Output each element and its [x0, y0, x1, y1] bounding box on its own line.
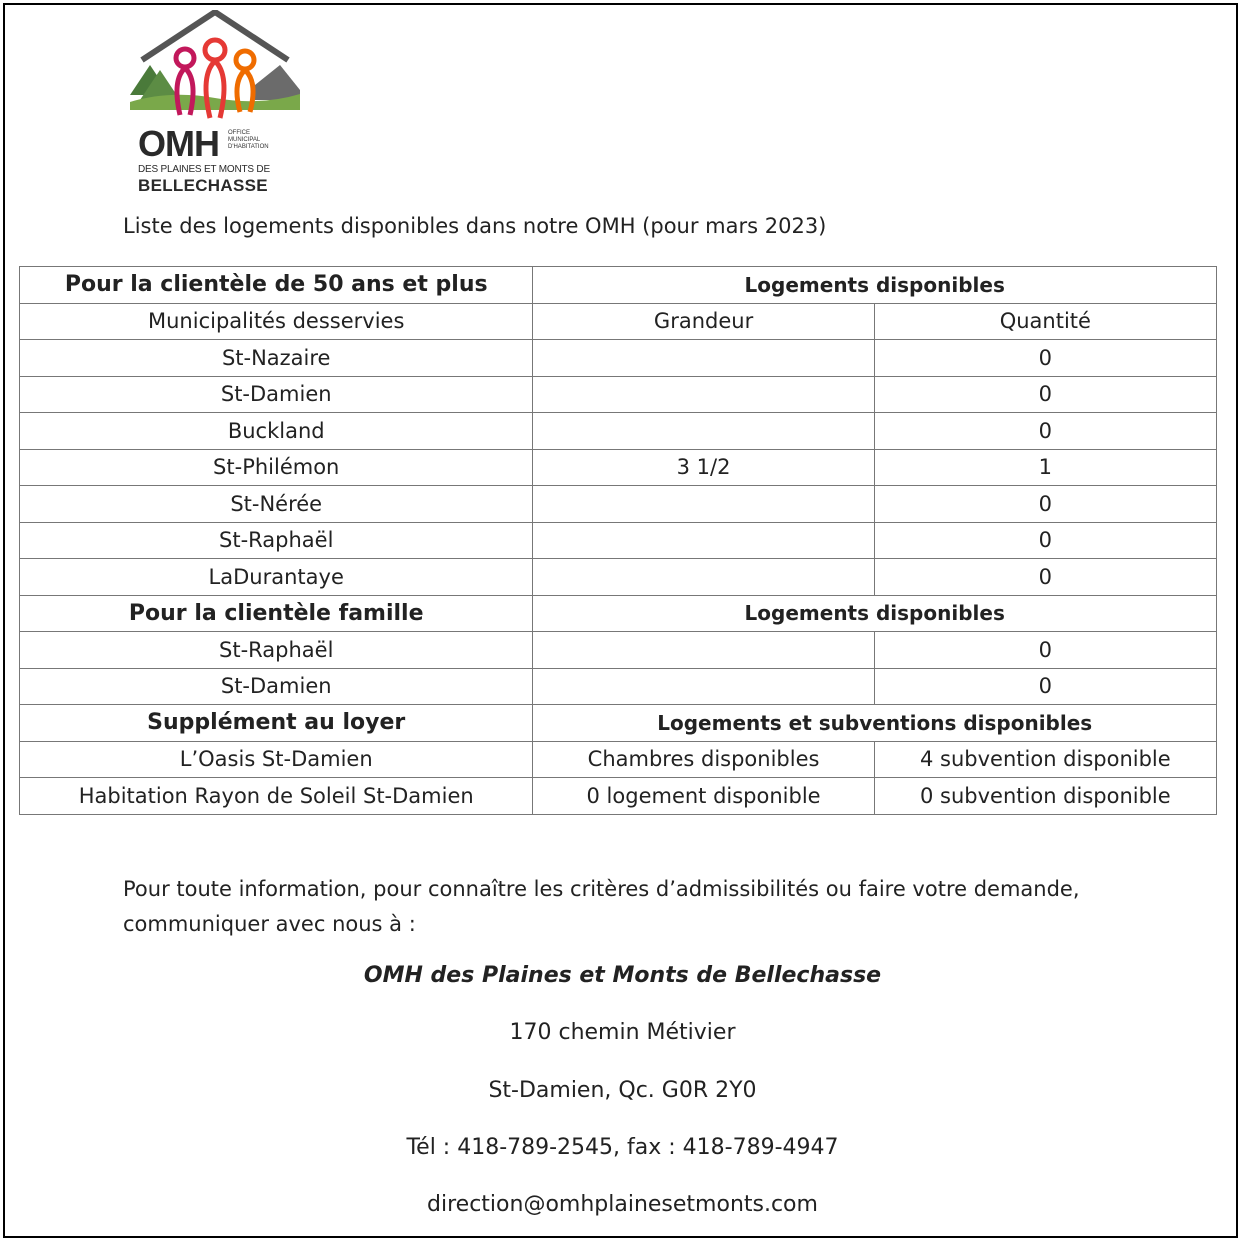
- section-title: Supplément au loyer: [20, 705, 533, 742]
- info-line: communiquer avec nous à :: [123, 912, 416, 936]
- size-cell: [533, 522, 874, 559]
- section-right-header: Logements disponibles: [533, 267, 1217, 304]
- table-row: [20, 376, 1217, 413]
- municipality-cell: L’Oasis St-Damien: [20, 741, 533, 778]
- table-row: [20, 741, 1217, 778]
- size-cell: [533, 340, 874, 377]
- quantity-cell: 0: [874, 668, 1216, 705]
- logo-name: BELLECHASSE: [138, 176, 268, 195]
- size-cell: [533, 413, 874, 450]
- house-family-logo-icon: [130, 10, 300, 125]
- section-header-row: [20, 267, 1217, 304]
- table-row: [20, 668, 1217, 705]
- municipality-cell: St-Nazaire: [20, 340, 533, 377]
- table-row: [20, 449, 1217, 486]
- municipality-cell: St-Philémon: [20, 449, 533, 486]
- email-link[interactable]: direction@omhplainesetmonts.com: [427, 1192, 818, 1217]
- table-row: [20, 522, 1217, 559]
- quantity-cell: 0: [874, 340, 1216, 377]
- municipality-cell: LaDurantaye: [20, 559, 533, 596]
- size-cell: [533, 559, 874, 596]
- organization-name: OMH des Plaines et Monts de Bellechasse: [363, 963, 882, 988]
- table-row: [20, 632, 1217, 669]
- section-header-row: [20, 595, 1217, 632]
- municipality-cell: Buckland: [20, 413, 533, 450]
- table-row: [20, 413, 1217, 450]
- quantity-cell: 0: [874, 522, 1216, 559]
- table-row: [20, 486, 1217, 523]
- size-cell: 3 1/2: [533, 449, 874, 486]
- quantity-cell: 0 subvention disponible: [874, 778, 1216, 815]
- info-paragraph: [123, 872, 1080, 942]
- municipality-cell: Habitation Rayon de Soleil St-Damien: [20, 778, 533, 815]
- column-header: Quantité: [874, 303, 1216, 340]
- section-right-header: Logements disponibles: [533, 595, 1217, 632]
- address: 170 chemin Métivier: [509, 1020, 736, 1045]
- size-cell: [533, 376, 874, 413]
- table-row: [20, 559, 1217, 596]
- municipality-cell: St-Damien: [20, 376, 533, 413]
- intro-text: Liste des logements disponibles dans notre OMH (pour mars 2023): [123, 214, 827, 238]
- quantity-cell: 0: [874, 559, 1216, 596]
- municipality-cell: St-Nérée: [20, 486, 533, 523]
- size-cell: [533, 486, 874, 523]
- city-postal: St-Damien, Qc. G0R 2Y0: [488, 1078, 757, 1103]
- column-header: Municipalités desservies: [20, 303, 533, 340]
- quantity-cell: 1: [874, 449, 1216, 486]
- section-header-row: [20, 705, 1217, 742]
- size-cell: 0 logement disponible: [533, 778, 874, 815]
- section-right-header: Logements et subventions disponibles: [533, 705, 1217, 742]
- quantity-cell: 0: [874, 376, 1216, 413]
- quantity-cell: 0: [874, 413, 1216, 450]
- logo-small-text: OFFICE MUNICIPAL D'HABITATION: [228, 130, 269, 150]
- size-cell: [533, 668, 874, 705]
- municipality-cell: St-Damien: [20, 668, 533, 705]
- quantity-cell: 0: [874, 632, 1216, 669]
- size-cell: [533, 632, 874, 669]
- municipality-cell: St-Raphaël: [20, 632, 533, 669]
- housing-table: [19, 266, 1217, 815]
- municipality-cell: St-Raphaël: [20, 522, 533, 559]
- logo-omh-text: OMH: [138, 123, 219, 164]
- quantity-cell: 4 subvention disponible: [874, 741, 1216, 778]
- column-header: Grandeur: [533, 303, 874, 340]
- info-line: Pour toute information, pour connaître les critères d’admissibilités ou faire votre demande,: [123, 877, 1080, 901]
- column-header-row: [20, 303, 1217, 340]
- logo-subtitle: DES PLAINES ET MONTS DE: [138, 164, 270, 175]
- phone-fax: Tél : 418-789-2545, fax : 418-789-4947: [406, 1135, 839, 1160]
- section-title: Pour la clientèle famille: [20, 595, 533, 632]
- table-row: [20, 778, 1217, 815]
- quantity-cell: 0: [874, 486, 1216, 523]
- omh-logo: [130, 10, 300, 195]
- section-title: Pour la clientèle de 50 ans et plus: [20, 267, 533, 304]
- table-row: [20, 340, 1217, 377]
- size-cell: Chambres disponibles: [533, 741, 874, 778]
